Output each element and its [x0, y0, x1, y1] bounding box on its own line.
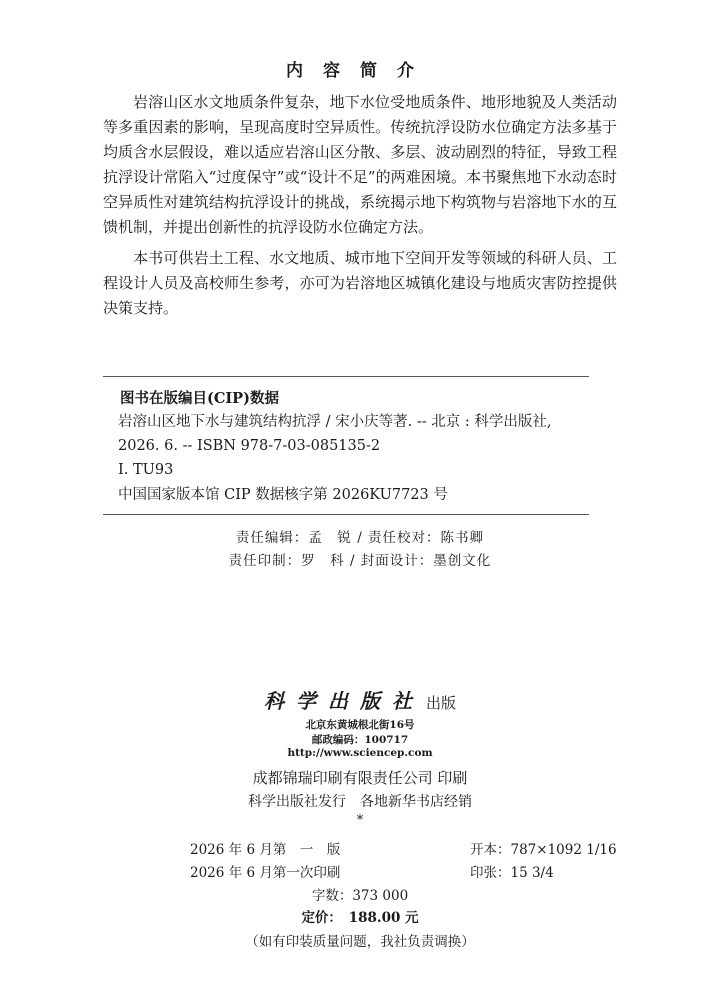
price: 定价： 188.00 元	[301, 910, 419, 926]
publisher-suffix: 出版	[425, 694, 456, 712]
format-text: 开本：787×1092 1/16	[470, 842, 617, 858]
intro-paragraph-1: 岩溶山区水文地质条件复杂，地下水位受地质条件、地形地貌及人类活动等多重因素的影响，呈现高度时空异质性。传统抗浮设防水位确定方法多基于均质含水层假设，难以适应岩溶山区分散、多层、波动剧烈的特征，导致工程抗浮设计常陷入“过度保守”或“设计不足”的两难困境。本书聚焦地下水动态时空异质性对建筑结构抗浮设计的挑战，系统揭示地下构筑物与岩溶地下水的互馈机制，并提出创新性的抗浮设防水位确定方法。	[103, 93, 617, 236]
credits-production: 责任印制：罗 科 / 封面设计：墨创文化	[228, 553, 492, 569]
printer-line: 成都锦瑞印刷有限责任公司 印刷	[252, 769, 468, 787]
spec-row-edition	[190, 838, 617, 858]
publisher-website: http://www.sciencep.com	[287, 747, 433, 759]
divider-bottom	[103, 514, 589, 515]
quality-note: （如有印装质量问题，我社负责调换）	[245, 934, 475, 950]
cip-line-classification: Ⅰ. TU93	[118, 462, 174, 478]
intro-title: 内容简介	[286, 61, 434, 81]
publisher-row	[0, 685, 720, 714]
intro-paragraph-2: 本书可供岩土工程、水文地质、城市地下空间开发等领域的科研人员、工程设计人员及高校师生参考，亦可为岩溶地区城镇化建设与地质灾害防控提供决策支持。	[103, 249, 617, 317]
divider-top	[103, 376, 589, 377]
spec-row-printing	[190, 861, 554, 881]
credits-editors: 责任编辑：孟 锐 / 责任校对：陈书卿	[235, 530, 485, 546]
separator-star: *	[356, 813, 364, 828]
publisher-logo: 科学出版社	[263, 689, 424, 713]
intro-body	[103, 90, 617, 327]
distribution-line: 科学出版社发行 各地新华书店经销	[248, 794, 472, 810]
printing-text: 2026 年 6 月第一次印刷	[190, 865, 341, 881]
cip-line-isbn: 2026. 6. -- ISBN 978-7-03-085135-2	[118, 438, 381, 454]
cip-line-record: 中国国家版本馆 CIP 数据核字第 2026KU7723 号	[118, 487, 448, 503]
sheets-text: 印张：15 3/4	[470, 865, 554, 881]
publisher-postcode: 邮政编码：100717	[311, 734, 409, 746]
cip-line-title: 岩溶山区地下水与建筑结构抗浮 / 宋小庆等著. -- 北京 : 科学出版社,	[118, 414, 552, 430]
word-count: 字数：373 000	[311, 888, 409, 904]
edition-text: 2026 年 6 月第 一 版	[190, 842, 341, 858]
cip-heading: 图书在版编目(CIP)数据	[120, 390, 279, 407]
publisher-address: 北京东黄城根北街16号	[305, 719, 415, 731]
